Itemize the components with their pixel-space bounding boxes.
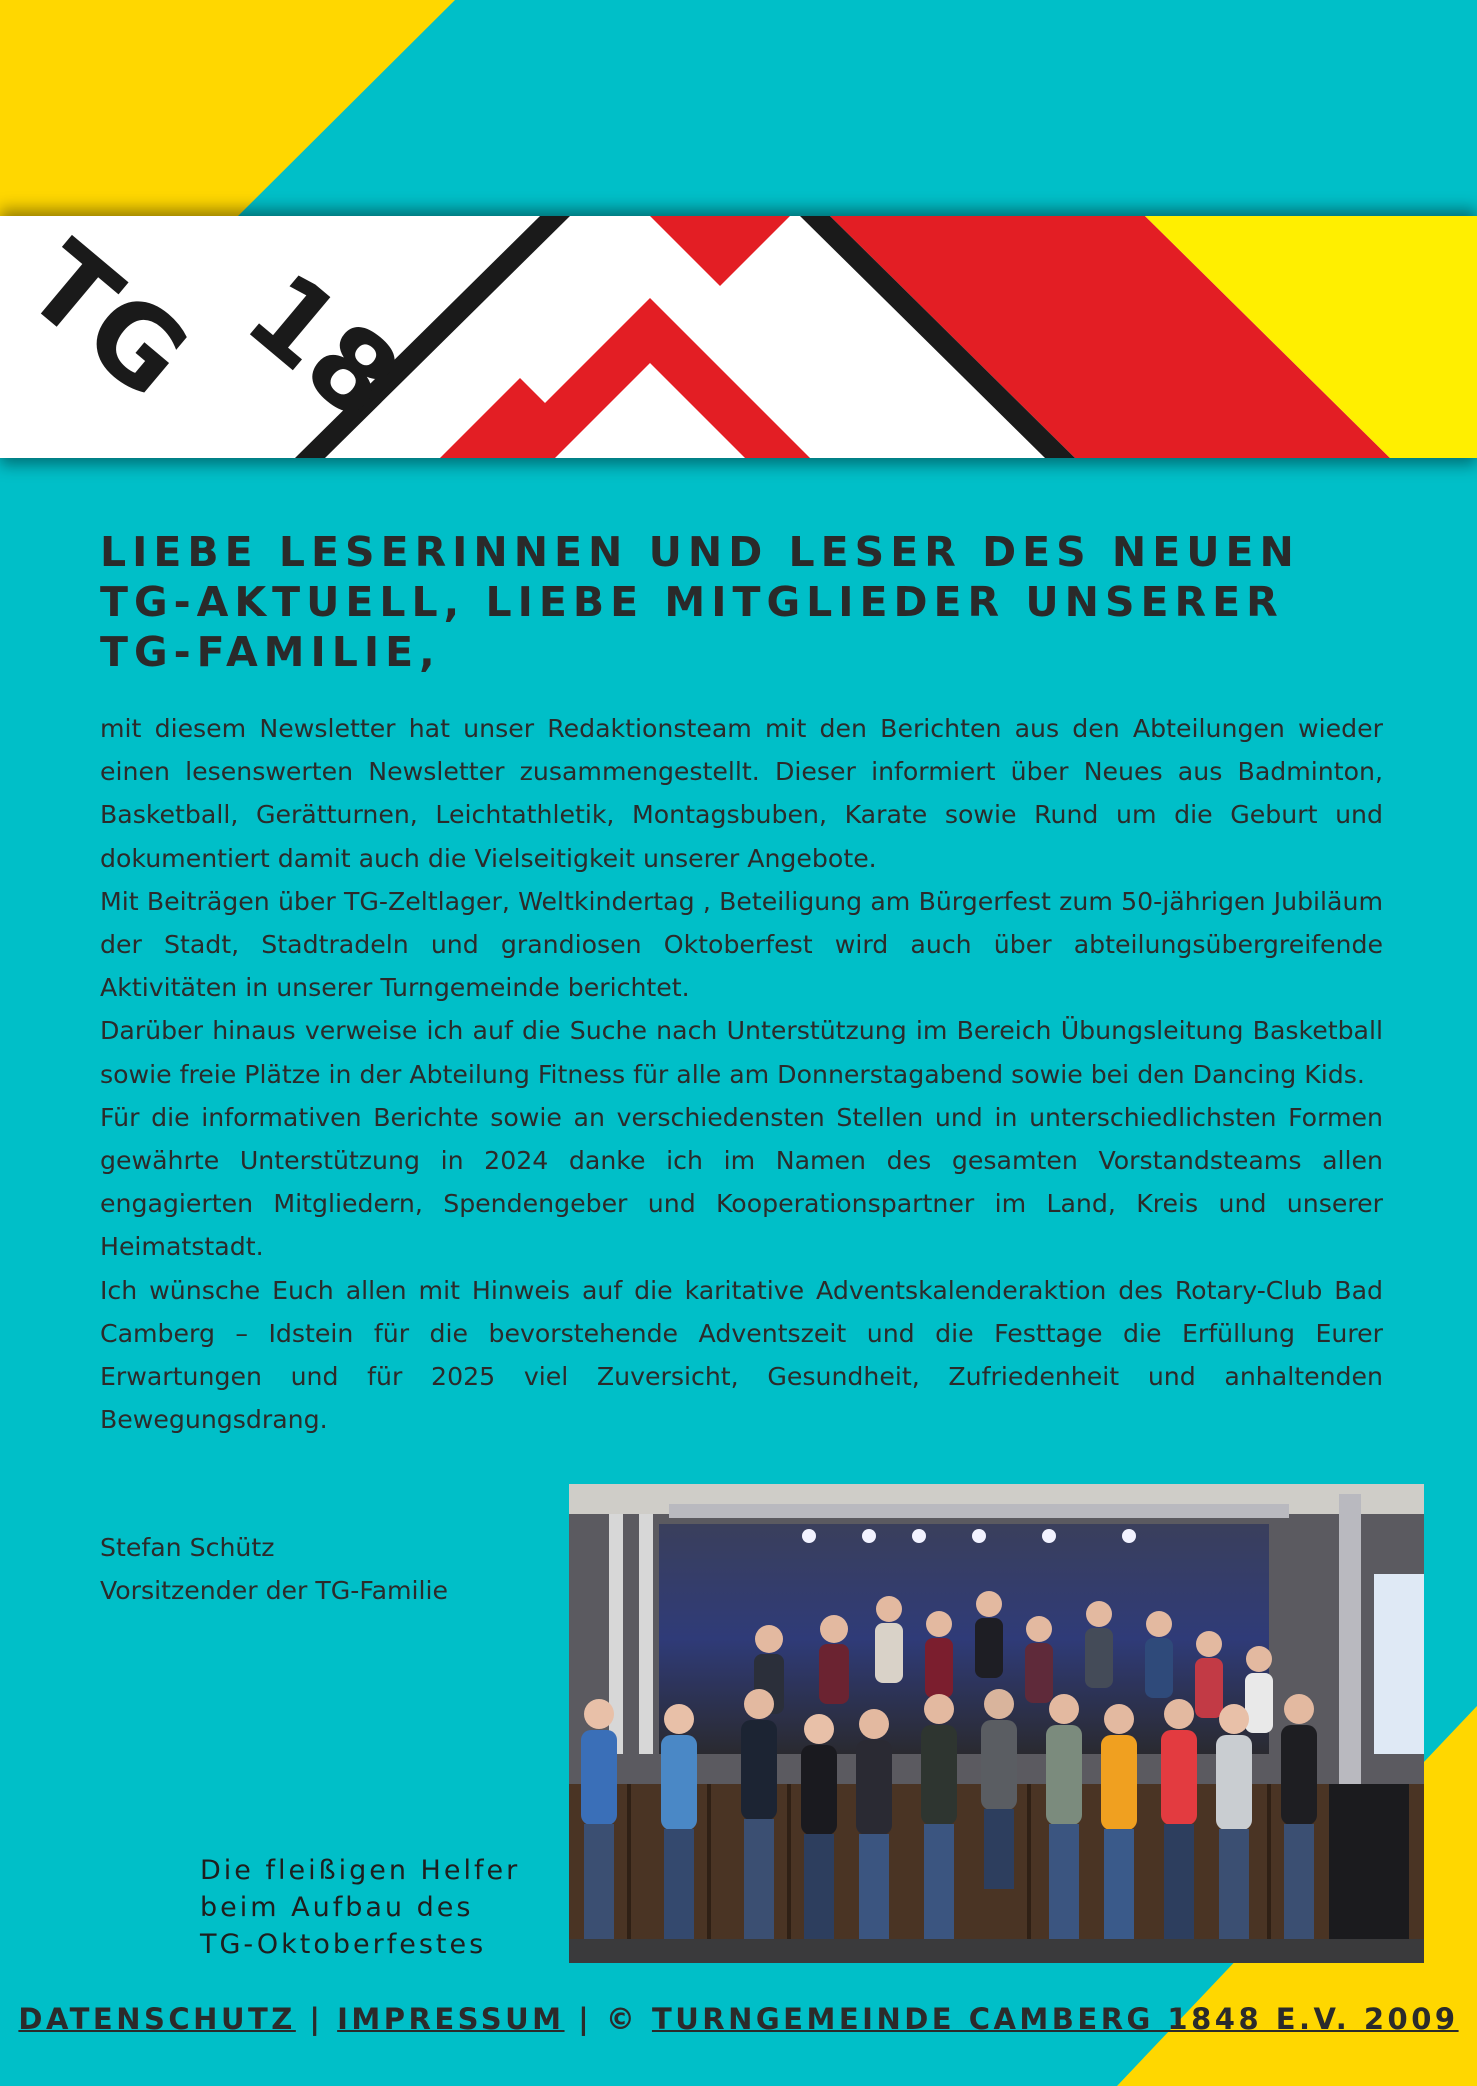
logo-banner (0, 216, 1477, 458)
logo-letters-tg: TG (3, 217, 213, 423)
title-line-2: TG-AKTUELL, LIEBE MITGLIEDER UNSERER (100, 578, 1284, 626)
paragraph: Für die informativen Berichte sowie an verschiedensten Stellen und in unterschiedlichsten Formen gewährte Unterstützung in 2024 danke ich im Namen des gesamten Vorstandsteams allen engagierten Mitgliedern, Spendengeber und Kooperationspartner im Land, Kreis und unserer Heimatstadt. (100, 1102, 1383, 1262)
caption-line: Die fleißigen Helfer (200, 1855, 521, 1886)
logo-letters-year: 18 (223, 247, 423, 445)
newsletter-body (100, 707, 1383, 1441)
imprint-link[interactable]: IMPRESSUM (337, 2002, 565, 2036)
club-link[interactable]: TURNGEMEINDE CAMBERG 1848 E.V. 2009 (651, 2002, 1459, 2036)
yellow-corner-top (0, 0, 460, 216)
caption-line: TG-Oktoberfestes (200, 1929, 487, 1960)
signature-name: Stefan Schütz (100, 1533, 275, 1562)
paragraph: Ich wünsche Euch allen mit Hinweis auf die karitative Adventskalenderaktion des Rotary-Club Bad Camberg – Idstein für die bevorstehende Adventszeit und die Festtage die Erfüllung Eurer Erwartungen und für 2025 viel Zuversicht, Gesundheit, Zufriedenheit und anhaltenden Bewegungsdrang. (100, 1275, 1383, 1435)
page-title (100, 527, 1400, 677)
paragraph: Mit Beiträgen über TG-Zeltlager, Weltkindertag , Beteiligung am Bürgerfest zum 50-jährigen Jubiläum der Stadt, Stadtradeln und grandiosen Oktoberfest wird auch über abteilungsübergreifende Aktivitäten in unserer Turngemeinde berichtet. (100, 886, 1383, 1003)
privacy-link[interactable]: DATENSCHUTZ (18, 2002, 296, 2036)
signature-role: Vorsitzender der TG-Familie (100, 1576, 449, 1605)
title-line-3: TG-FAMILIE, (100, 628, 441, 676)
photo-caption (200, 1852, 520, 1963)
paragraph: mit diesem Newsletter hat unser Redaktionsteam mit den Berichten aus den Abteilungen wieder einen lesenswerten Newsletter zusammengestellt. Dieser informiert über Neues aus Badminton, Basketball, Gerätturnen, Leichtathletik, Montagsbuben, Karate sowie Rund um die Geburt und dokumentiert damit auch die Vielseitigkeit unserer Angebote. (100, 714, 1383, 873)
footer-separator: | (295, 2002, 338, 2036)
group-photo (569, 1484, 1424, 1963)
title-line-1: LIEBE LESERINNEN UND LESER DES NEUEN (100, 528, 1300, 576)
paragraph: Darüber hinaus verweise ich auf die Suche nach Unterstützung im Bereich Übungsleitung Basketball sowie freie Plätze in der Abteilung Fitness für alle am Donnerstagabend sowie bei den Dancing Kids. (100, 1016, 1383, 1089)
caption-line: beim Aufbau des (200, 1892, 474, 1923)
footer (0, 2002, 1477, 2036)
signature (100, 1526, 448, 1612)
footer-separator: | © (564, 2002, 652, 2036)
